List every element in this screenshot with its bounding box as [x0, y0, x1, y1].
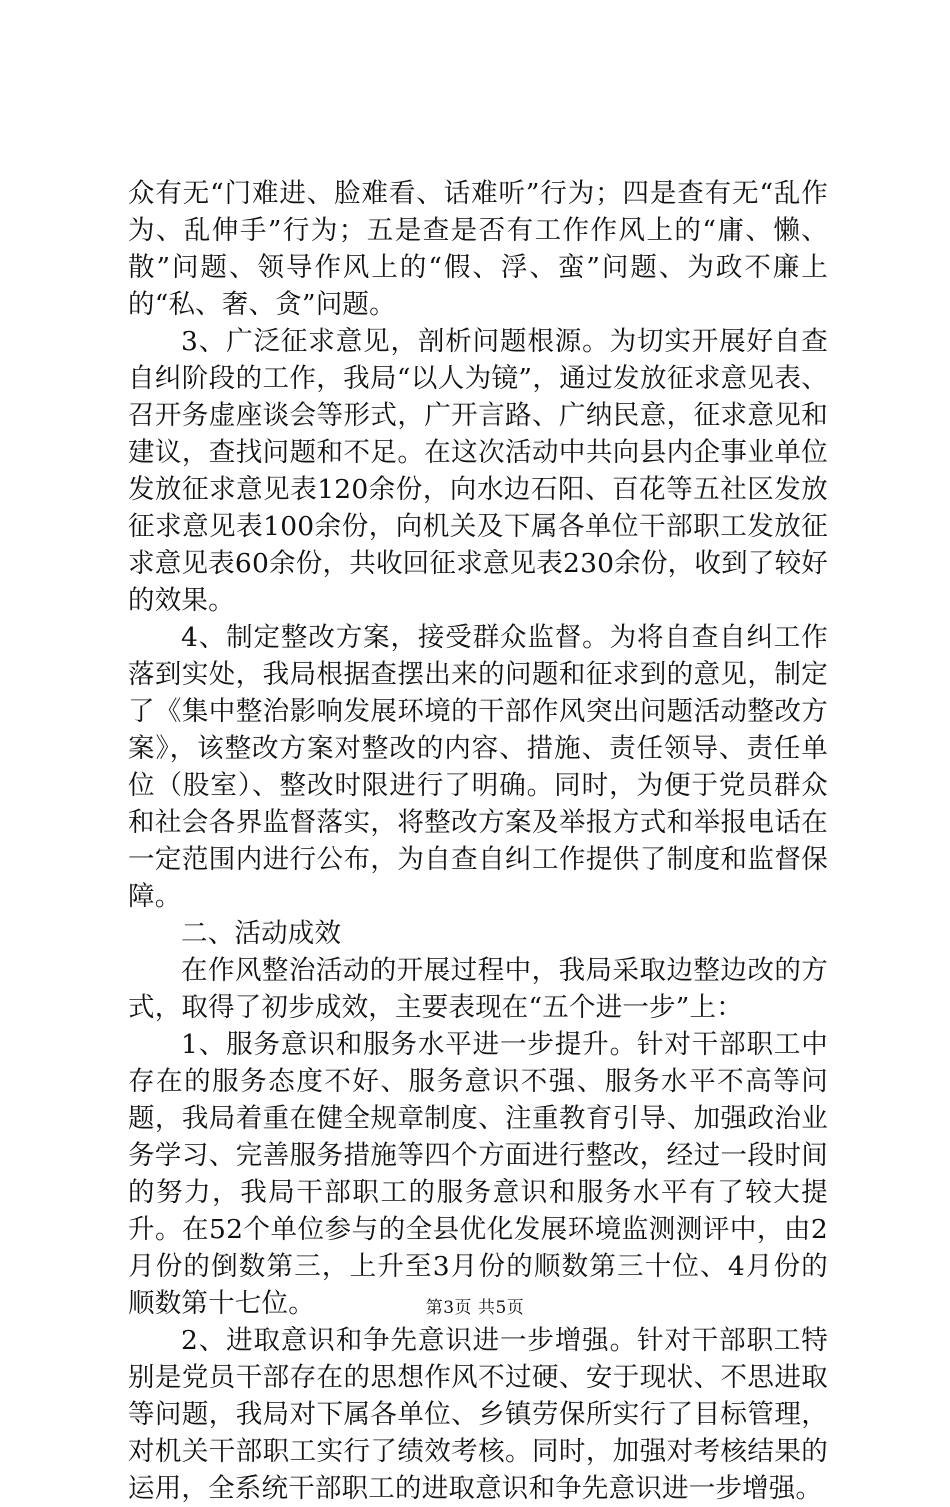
paragraph-item-4: 4、制定整改方案，接受群众监督。为将自查自纠工作落到实处，我局根据查摆出来的问题和征求到的意见，制定了《集中整治影响发展环境的干部作风突出问题活动整改方案》，该整改方案对整改的内容、措施、责任领导、责任单位（股室）、整改时限进行了明确。同时，为便于党员群众和社会各界监督落实，将整改方案及举报方式和举报电话在一定范围内进行公布，为自查自纠工作提供了制度和监督保障。 — [128, 622, 828, 912]
paragraph-result-1: 1、服务意识和服务水平进一步提升。针对干部职工中存在的服务态度不好、服务意识不强、服务水平不高等问题，我局着重在健全规章制度、注重教育引导、加强政治业务学习、完善服务措施等四个方面进行整改，经过一段时间的努力，我局干部职工的服务意识和服务水平有了较大提升。在52个单位参与的全县优化发展环境监测测评中，由2月份的倒数第三，上升至3月份的顺数第三十位、4月份的顺数第十七位。 — [128, 1029, 828, 1319]
paragraph-item-3: 3、广泛征求意见，剖析问题根源。为切实开展好自查自纠阶段的工作，我局“以人为镜”，通过发放征求意见表、召开务虚座谈会等形式，广开言路、广纳民意，征求意见和建议，查找问题和不足。在这次活动中共向县内企事业单位发放征求意见表120余份，向水边石阳、百花等五社区发放征求意见表100余份，向机关及下属各单位干部职工发放征求意见表60余份，共收回征求意见表230余份，收到了较好的效果。 — [128, 326, 828, 616]
paragraph-intro: 在作风整治活动的开展过程中，我局采取边整边改的方式，取得了初步成效，主要表现在“五个进一步”上： — [128, 955, 828, 1023]
paragraph-result-2: 2、进取意识和争先意识进一步增强。针对干部职工特别是党员干部存在的思想作风不过硬、安于现状、不思进取等问题，我局对下属各单位、乡镇劳保所实行了目标管理，对机关干部职工实行了绩效考核。同时，加强对考核结果的运用，全系统干部职工的进取意识和争先意识进一步增强。 — [128, 1325, 828, 1504]
page-footer: 第3页 共5页 — [425, 1298, 525, 1318]
section-heading: 二、活动成效 — [181, 918, 342, 949]
paragraph-continuation: 众有无“门难进、脸难看、话难听”行为；四是查有无“乱作为、乱伸手”行为；五是查是否有工作作风上的“庸、懒、散”问题、领导作风上的“假、浮、蛮”问题、为政不廉上的“私、奢、贪”问题。 — [128, 178, 828, 320]
